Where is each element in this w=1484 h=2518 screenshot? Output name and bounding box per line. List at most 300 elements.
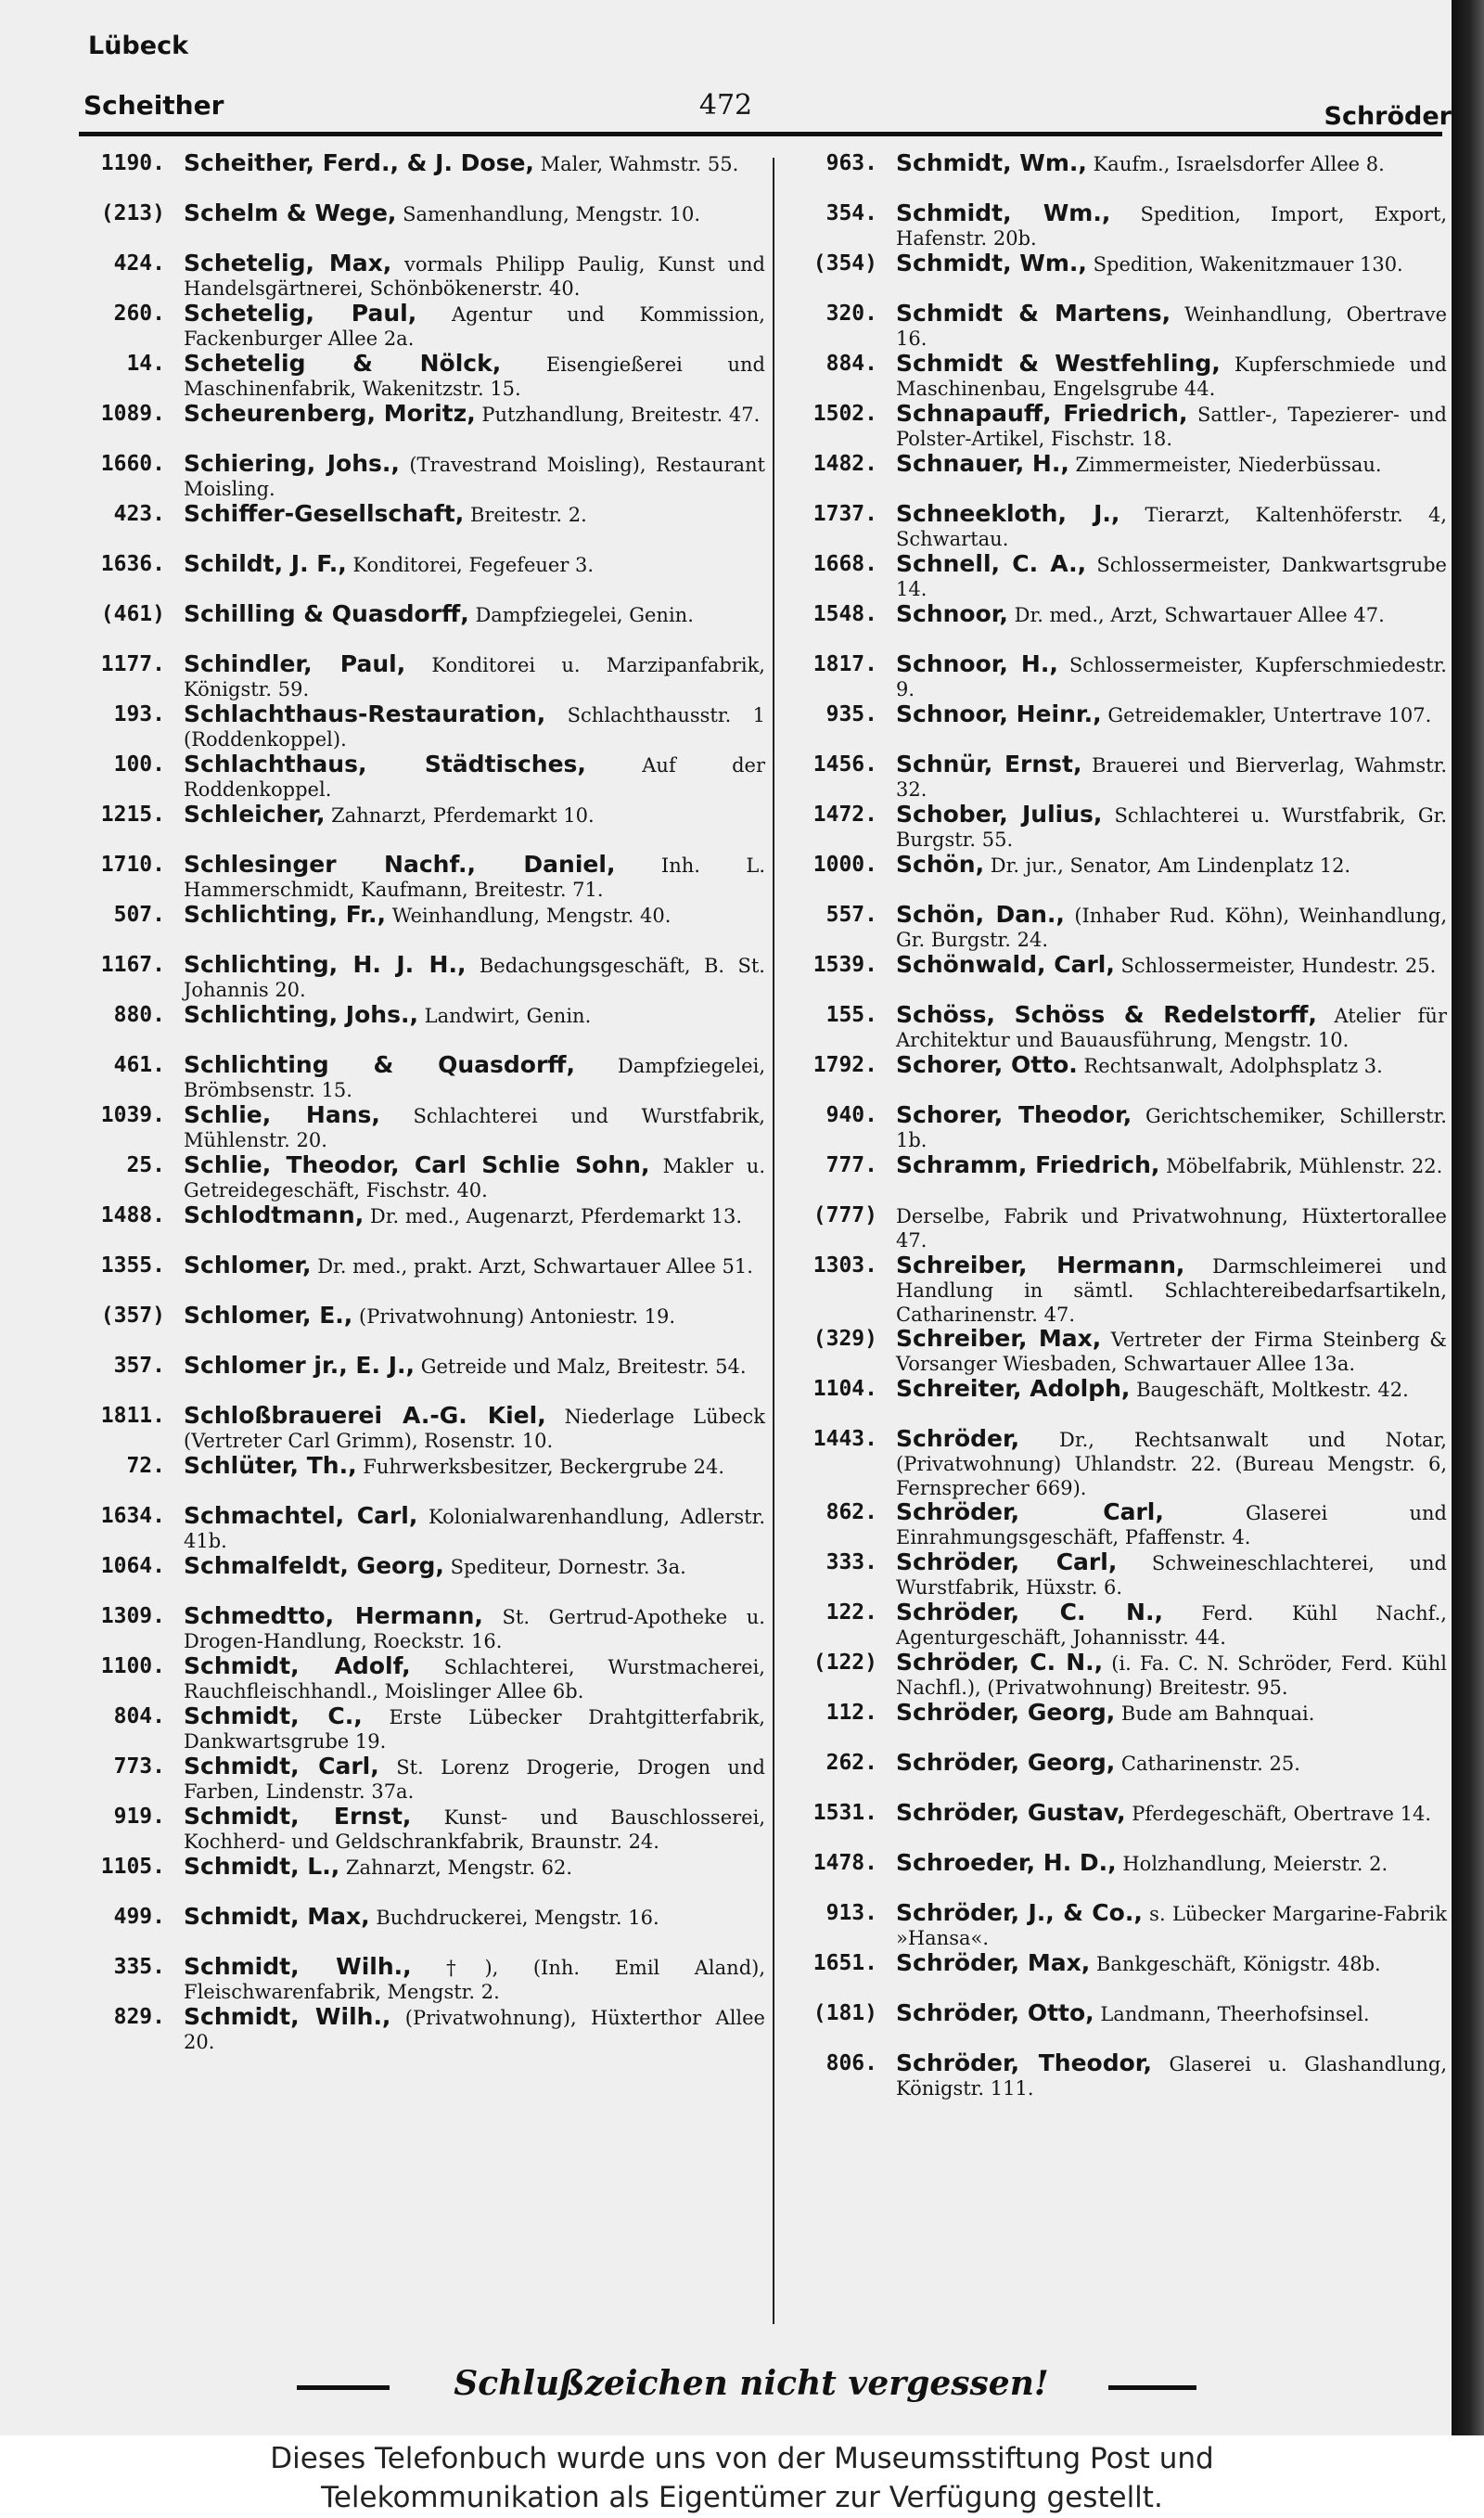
directory-entry	[787, 352, 1447, 402]
footer-rule-right	[1108, 2385, 1196, 2390]
subscriber-details: Glaserei u. Glashandlung, Königstr. 111.	[896, 2053, 1447, 2100]
city-header: Lübeck	[88, 32, 189, 60]
directory-entry	[787, 1377, 1447, 1427]
directory-entry	[74, 1103, 765, 1153]
subscriber-details: Catharinenstr. 25.	[1120, 1753, 1300, 1775]
directory-entry	[787, 803, 1447, 853]
subscriber-name: Schreiber, Max,	[896, 1325, 1102, 1352]
directory-entry	[787, 702, 1447, 752]
subscriber-details: Schweineschlachterei, und Wurstfabrik, Hüxstr. 6.	[896, 1552, 1447, 1599]
phone-number: 829.	[113, 2005, 165, 2029]
phone-number: 1000.	[812, 853, 877, 877]
phone-number: 193.	[113, 702, 165, 726]
phone-number: 335.	[113, 1955, 165, 1979]
directory-entry	[787, 1751, 1447, 1801]
entry-body	[896, 1851, 1447, 1901]
phone-number: 1064.	[100, 1554, 165, 1578]
phone-number: 1472.	[812, 803, 877, 827]
directory-entry	[787, 1327, 1447, 1377]
subscriber-name: Schlüter, Th.,	[184, 1452, 357, 1479]
entry-body	[184, 402, 765, 452]
phone-number: 1634.	[100, 1504, 165, 1528]
subscriber-details: Dr. med., Augenarzt, Pferdemarkt 13.	[369, 1205, 743, 1227]
phone-number: 100.	[113, 752, 165, 777]
directory-entry	[787, 151, 1447, 201]
subscriber-name: Schnoor, H.,	[896, 650, 1058, 677]
entry-body	[184, 502, 765, 552]
entry-body	[184, 1153, 765, 1203]
phone-number: 1651.	[812, 1951, 877, 1975]
phone-number: 777.	[825, 1153, 877, 1177]
entry-body	[896, 2001, 1447, 2051]
directory-entry	[787, 452, 1447, 502]
directory-entry	[74, 1203, 765, 1253]
subscriber-name: Schlie, Hans,	[184, 1101, 380, 1128]
directory-entry	[787, 502, 1447, 552]
entry-body	[184, 1103, 765, 1153]
phone-number: (213)	[100, 201, 165, 225]
directory-entry	[74, 1754, 765, 1805]
subscriber-details: Breitestr. 2.	[469, 504, 587, 526]
phone-number: 1177.	[100, 652, 165, 676]
phone-number: 260.	[113, 302, 165, 326]
phone-number: 1104.	[812, 1377, 877, 1401]
subscriber-name: Schlomer, E.,	[184, 1302, 353, 1329]
subscriber-name: Schmidt & Westfehling,	[896, 350, 1221, 377]
subscriber-name: Schmidt, Max,	[184, 1903, 370, 1930]
subscriber-name: Schlachthaus-Restauration,	[184, 700, 546, 727]
phone-number: 1190.	[100, 151, 165, 175]
subscriber-details: St. Gertrud-Apotheke u. Drogen-Handlung, Roeckstr. 16.	[184, 1606, 765, 1652]
phone-number: 423.	[113, 502, 165, 526]
entry-body	[184, 1304, 765, 1354]
entry-body	[896, 602, 1447, 652]
subscriber-details: Eisengießerei und Maschinenfabrik, Wakenitzstr. 15.	[184, 353, 765, 400]
subscriber-details: Bude am Bahnquai.	[1120, 1702, 1315, 1725]
subscriber-name: Schober, Julius,	[896, 801, 1103, 828]
phone-number: 1355.	[100, 1253, 165, 1278]
directory-entry	[787, 903, 1447, 953]
phone-number: 884.	[825, 352, 877, 376]
subscriber-name: Schmidt, Adolf,	[184, 1652, 411, 1679]
subscriber-details: Kupferschmiede und Maschinenbau, Engelsgrube 44.	[896, 353, 1447, 400]
entry-body	[184, 1704, 765, 1754]
subscriber-name: Schreiter, Adolph,	[896, 1375, 1131, 1402]
entry-body	[896, 502, 1447, 552]
phone-number: 1531.	[812, 1801, 877, 1825]
subscriber-name: Schmidt, Carl,	[184, 1753, 379, 1779]
entry-body	[184, 1003, 765, 1053]
directory-entry	[74, 1554, 765, 1604]
right-column	[787, 151, 1447, 2101]
directory-entry	[74, 402, 765, 452]
subscriber-name: Schmidt, Wilh.,	[184, 2003, 391, 2030]
subscriber-name: Schmidt, Wm.,	[896, 250, 1087, 276]
phone-number: 913.	[825, 1901, 877, 1925]
entry-body	[184, 903, 765, 953]
directory-entry	[787, 1901, 1447, 1951]
subscriber-name: Schnell, C. A.,	[896, 550, 1087, 577]
subscriber-details: Sattler-, Tapezierer- und Polster-Artikel, Fischstr. 18.	[896, 404, 1447, 450]
entry-body	[184, 1554, 765, 1604]
subscriber-details: Zahnarzt, Mengstr. 62.	[345, 1856, 573, 1879]
subscriber-details: Samenhandlung, Mengstr. 10.	[403, 203, 701, 225]
entry-body	[896, 1103, 1447, 1153]
directory-entry	[74, 1053, 765, 1103]
subscriber-name: Schröder, Georg,	[896, 1699, 1116, 1726]
directory-entry	[74, 1805, 765, 1855]
directory-entry	[74, 1504, 765, 1554]
entry-body	[184, 1754, 765, 1805]
subscriber-name: Scheteliɡ, Max,	[184, 250, 392, 276]
subscriber-details: Schlachterei, Wurstmacherei, Rauchfleischhandl., Moislinger Allee 6b.	[184, 1656, 765, 1702]
subscriber-name: Schorer, Otto.	[896, 1051, 1078, 1078]
subscriber-name: Schröder, C. N.,	[896, 1649, 1104, 1676]
phone-number: 1792.	[812, 1053, 877, 1077]
directory-entry	[74, 452, 765, 502]
page-number: 472	[698, 89, 753, 122]
entry-body	[896, 903, 1447, 953]
subscriber-details: (Inhaber Rud. Köhn), Weinhandlung, Gr. Burgstr. 24.	[896, 905, 1447, 951]
phone-number: 461.	[113, 1053, 165, 1077]
subscriber-name: Schlodtmann,	[184, 1201, 365, 1228]
directory-entry	[74, 1003, 765, 1053]
left-column	[74, 151, 765, 2055]
phone-number: 1482.	[812, 452, 877, 476]
subscriber-details: Dampfziegelei, Genin.	[475, 604, 694, 626]
entry-body	[184, 1855, 765, 1905]
subscriber-details: Dr. jur., Senator, Am Lindenplatz 12.	[990, 854, 1351, 877]
subscriber-name: Schmidt, C.,	[184, 1702, 363, 1729]
subscriber-details: Darmschleimerei und Handlung in sämtl. Schlachtereibedarfsartikeln, Catharinenstr. 47.	[896, 1255, 1447, 1326]
entry-body	[184, 552, 765, 602]
subscriber-details: Spedition, Import, Export, Hafenstr. 20b.	[896, 203, 1447, 250]
column-separator	[773, 158, 774, 2324]
left-catchword: Scheither	[83, 90, 224, 121]
phone-number: 1167.	[100, 953, 165, 977]
phone-number: 1309.	[100, 1604, 165, 1628]
subscriber-name: Schreiber, Hermann,	[896, 1252, 1185, 1278]
entry-body	[896, 953, 1447, 1003]
subscriber-name: Schröder, Carl,	[896, 1548, 1118, 1575]
phone-number: 963.	[825, 151, 877, 175]
directory-entry	[787, 1851, 1447, 1901]
subscriber-details: Landmann, Theerhofsinsel.	[1100, 2003, 1370, 2025]
directory-entry	[787, 1651, 1447, 1701]
entry-body	[896, 1751, 1447, 1801]
subscriber-name: Schmidt, L.,	[184, 1853, 340, 1880]
directory-entry	[74, 1454, 765, 1504]
entry-body	[896, 201, 1447, 251]
phone-number: 1710.	[100, 853, 165, 877]
phone-number: 880.	[113, 1003, 165, 1027]
directory-entry	[74, 953, 765, 1003]
subscriber-name: Schönwald, Carl,	[896, 951, 1115, 978]
phone-number: (777)	[812, 1203, 877, 1227]
subscriber-name: Schroeder, H. D.,	[896, 1849, 1117, 1876]
phone-number: 557.	[825, 903, 877, 927]
subscriber-name: Schröder, Theodor,	[896, 2049, 1152, 2076]
entry-body	[896, 402, 1447, 452]
directory-entry	[787, 251, 1447, 302]
subscriber-name: Schröder, Max,	[896, 1949, 1091, 1976]
subscriber-name: Schröder, Georg,	[896, 1749, 1116, 1776]
phone-number: 155.	[825, 1003, 877, 1027]
subscriber-name: Schlesinger Nachf., Daniel,	[184, 851, 616, 878]
subscriber-name: Schön,	[896, 851, 985, 878]
subscriber-details: Erste Lübecker Drahtgitterfabrik, Dankwartsgrube 19.	[184, 1706, 765, 1753]
subscriber-details: (Privatwohnung) Antoniestr. 19.	[359, 1305, 676, 1328]
entry-body	[184, 452, 765, 502]
entry-body	[184, 1805, 765, 1855]
directory-entry	[74, 151, 765, 201]
phone-number: 1737.	[812, 502, 877, 526]
subscriber-details: Niederlage Lübeck (Vertreter Carl Grimm), Rosenstr. 10.	[184, 1406, 765, 1452]
subscriber-name: Schlichting, Fr.,	[184, 901, 387, 928]
directory-entry	[787, 1203, 1447, 1253]
phone-number: 862.	[825, 1500, 877, 1524]
subscriber-details: Spediteur, Dornestr. 3a.	[450, 1556, 686, 1578]
phone-number: 1456.	[812, 752, 877, 777]
directory-entry	[787, 1427, 1447, 1500]
directory-entry	[787, 402, 1447, 452]
entry-body	[184, 702, 765, 752]
subscriber-name: Schnapauff, Friedrich,	[896, 400, 1188, 427]
subscriber-name: Schnauer, H.,	[896, 450, 1069, 477]
subscriber-name: Schmidt & Martens,	[896, 300, 1171, 327]
subscriber-name: Schlichting, H. J. H.,	[184, 951, 467, 978]
entry-body	[184, 853, 765, 903]
entry-body	[184, 1203, 765, 1253]
entry-body	[896, 752, 1447, 803]
phone-number: 354.	[825, 201, 877, 225]
subscriber-details: Weinhandlung, Obertrave 16.	[896, 303, 1447, 350]
phone-number: 25.	[126, 1153, 165, 1177]
entry-body	[184, 302, 765, 352]
directory-entry	[74, 302, 765, 352]
subscriber-details: Atelier für Architektur und Bauausführung, Mengstr. 10.	[896, 1005, 1447, 1051]
directory-entry	[74, 552, 765, 602]
phone-number: 919.	[113, 1805, 165, 1829]
entry-body	[184, 2005, 765, 2055]
subscriber-details: Zahnarzt, Pferdemarkt 10.	[331, 804, 595, 827]
subscriber-name: Schlichting, Johs.,	[184, 1001, 418, 1028]
entry-body	[896, 1003, 1447, 1053]
directory-entry	[74, 853, 765, 903]
phone-number: 940.	[825, 1103, 877, 1127]
subscriber-name: Schramm, Friedrich,	[896, 1151, 1160, 1178]
subscriber-name: Schröder, C. N.,	[896, 1599, 1163, 1625]
phone-number: (357)	[100, 1304, 165, 1328]
entry-body	[184, 201, 765, 251]
phone-number: 1660.	[100, 452, 165, 476]
subscriber-details: Schlachterei und Wurstfabrik, Mühlenstr. 20.	[184, 1105, 765, 1151]
subscriber-details: Möbelfabrik, Mühlenstr. 22.	[1166, 1155, 1443, 1177]
phone-number: 1478.	[812, 1851, 877, 1875]
directory-entry	[787, 1103, 1447, 1153]
footer-rule-left	[297, 2385, 390, 2390]
phone-number: 357.	[113, 1354, 165, 1378]
subscriber-name: Schmalfeldt, Georg,	[184, 1552, 444, 1579]
entry-body	[896, 1427, 1447, 1500]
entry-body	[896, 452, 1447, 502]
subscriber-details: (i. Fa. C. N. Schröder, Ferd. Kühl Nachfl.), (Privatwohnung) Breitestr. 95.	[896, 1652, 1447, 1699]
phone-number: 1502.	[812, 402, 877, 426]
phone-number: 1039.	[100, 1103, 165, 1127]
phone-number: 320.	[825, 302, 877, 326]
directory-entry	[74, 602, 765, 652]
entry-body	[184, 1654, 765, 1704]
phone-number: 1817.	[812, 652, 877, 676]
book-spine	[1452, 0, 1484, 2435]
entry-body	[896, 1600, 1447, 1651]
subscriber-details: Maler, Wahmstr. 55.	[540, 153, 739, 175]
subscriber-name: Schindler, Paul,	[184, 650, 406, 677]
subscriber-name: Schetelig & Nölck,	[184, 350, 502, 377]
subscriber-details: Ferd. Kühl Nachf., Agenturgeschäft, Johannisstr. 44.	[896, 1602, 1447, 1649]
subscriber-details: Tierarzt, Kaltenhöferstr. 4, Schwartau.	[896, 504, 1447, 550]
subscriber-details: Dr. med., prakt. Arzt, Schwartauer Allee 51.	[317, 1255, 753, 1278]
entry-body	[896, 552, 1447, 602]
directory-entry	[787, 201, 1447, 251]
phone-number: 1089.	[100, 402, 165, 426]
phone-number: 1303.	[812, 1253, 877, 1278]
directory-entry	[74, 1354, 765, 1404]
phone-number: 1215.	[100, 803, 165, 827]
subscriber-details: Konditorei, Fegefeuer 3.	[352, 554, 595, 576]
phone-number: 333.	[825, 1550, 877, 1574]
subscriber-details: Schlachthausstr. 1 (Roddenkoppel).	[184, 704, 765, 751]
entry-body	[184, 752, 765, 803]
directory-entry	[74, 1153, 765, 1203]
subscriber-details: (Privatwohnung), Hüxterthor Allee 20.	[184, 2007, 765, 2053]
directory-entry	[74, 1654, 765, 1704]
subscriber-name: Schleicher,	[184, 801, 326, 828]
phone-number: 1539.	[812, 953, 877, 977]
directory-entry	[74, 251, 765, 302]
subscriber-name: Schmidt, Wm.,	[896, 149, 1087, 176]
directory-entry	[74, 502, 765, 552]
credit-line-2: Telekommunikation als Eigentümer zur Verfügung gestellt.	[321, 2481, 1163, 2514]
directory-entry	[74, 803, 765, 853]
entry-body	[184, 352, 765, 402]
entry-body	[896, 1253, 1447, 1327]
subscriber-name: Schlichting & Quasdorff,	[184, 1051, 576, 1078]
subscriber-details: Kolonialwarenhandlung, Adlerstr. 41b.	[184, 1506, 766, 1552]
directory-entry	[787, 1801, 1447, 1851]
subscriber-details: †), (Inh. Emil Aland), Fleischwarenfabrik, Mengstr. 2.	[184, 1957, 765, 2003]
subscriber-details: Kunst- und Bauschlosserei, Kochherd- und Geldschrankfabrik, Braunstr. 24.	[184, 1806, 765, 1853]
directory-entry	[787, 1153, 1447, 1203]
directory-entry	[787, 1053, 1447, 1103]
phone-number: 1636.	[100, 552, 165, 576]
entry-body	[896, 1500, 1447, 1550]
phone-number: (181)	[812, 2001, 877, 2025]
entry-body	[896, 1701, 1447, 1751]
subscriber-name: Schnoor, Heinr.,	[896, 700, 1102, 727]
directory-entry	[787, 853, 1447, 903]
directory-entry	[74, 2005, 765, 2055]
entry-body	[896, 251, 1447, 302]
directory-entry	[74, 1855, 765, 1905]
directory-entry	[74, 652, 765, 702]
directory-entry	[787, 552, 1447, 602]
subscriber-name: Schneekloth, J.,	[896, 500, 1120, 527]
directory-entry	[787, 2001, 1447, 2051]
subscriber-details: Spedition, Wakenitzmauer 130.	[1093, 253, 1403, 276]
entry-body	[896, 1651, 1447, 1701]
subscriber-details: Zimmermeister, Niederbüssau.	[1075, 454, 1382, 476]
directory-entry	[787, 652, 1447, 702]
subscriber-details: Dr. med., Arzt, Schwartauer Allee 47.	[1014, 604, 1385, 626]
subscriber-name: Schröder, J., & Co.,	[896, 1899, 1143, 1926]
credit-notice	[0, 2435, 1484, 2518]
subscriber-details: Inh. L. Hammerschmidt, Kaufmann, Breitestr. 71.	[184, 854, 765, 901]
entry-body	[184, 1905, 765, 1955]
phone-number: 935.	[825, 702, 877, 726]
subscriber-name: Schmidt, Ernst,	[184, 1803, 412, 1830]
subscriber-details: St. Lorenz Drogerie, Drogen und Farben, Lindenstr. 37a.	[184, 1756, 766, 1803]
entry-body	[896, 702, 1447, 752]
entry-body	[184, 1404, 765, 1454]
phone-number: (354)	[812, 251, 877, 276]
phone-number: 507.	[113, 903, 165, 927]
directory-entry	[74, 702, 765, 752]
directory-entry	[787, 1550, 1447, 1600]
subscriber-name: Schnür, Ernst,	[896, 751, 1082, 777]
entry-body	[184, 1955, 765, 2005]
entry-body	[184, 652, 765, 702]
subscriber-details: s. Lübecker Margarine-Fabrik »Hansa«.	[896, 1903, 1447, 1949]
subscriber-details: Dampfziegelei, Brömbsenstr. 15.	[184, 1055, 765, 1101]
directory-entry	[74, 1304, 765, 1354]
entry-body	[184, 1454, 765, 1504]
directory-entry	[787, 1003, 1447, 1053]
directory-entry	[787, 1701, 1447, 1751]
subscriber-details: Landwirt, Genin.	[424, 1005, 592, 1027]
entry-body	[896, 1550, 1447, 1600]
phone-number: 1443.	[812, 1427, 877, 1451]
entry-body	[896, 1951, 1447, 2001]
entry-body	[896, 2051, 1447, 2101]
subscriber-details: Getreidemakler, Untertrave 107.	[1107, 704, 1432, 726]
phone-number: 1548.	[812, 602, 877, 626]
phone-number: 1488.	[100, 1203, 165, 1227]
entry-body	[184, 251, 765, 302]
entry-body	[184, 151, 765, 201]
subscriber-details: Brauerei und Bierverlag, Wahmstr. 32.	[896, 754, 1447, 801]
subscriber-details: Rechtsanwalt, Adolphsplatz 3.	[1083, 1055, 1383, 1077]
phone-number: 112.	[825, 1701, 877, 1725]
phone-number: 424.	[113, 251, 165, 276]
entry-body	[896, 1801, 1447, 1851]
entry-body	[184, 1604, 765, 1654]
subscriber-name: Schröder, Otto,	[896, 1999, 1094, 2026]
subscriber-details: Dr., Rechtsanwalt und Notar, (Privatwohnung) Uhlandstr. 22. (Bureau Mengstr. 6, Fernsprecher 669).	[896, 1429, 1447, 1499]
phone-number: 122.	[825, 1600, 877, 1625]
entry-body	[896, 1203, 1447, 1253]
subscriber-details: vormals Philipp Paulig, Kunst und Handelsgärtnerei, Schönbökenerstr. 40.	[184, 253, 765, 300]
subscriber-details: Derselbe, Fabrik und Privatwohnung, Hüxtertorallee 47.	[896, 1205, 1447, 1252]
entry-body	[896, 1901, 1447, 1951]
phone-number: (329)	[812, 1327, 877, 1351]
entry-body	[896, 1053, 1447, 1103]
subscriber-details: Schlossermeister, Kupferschmiedestr. 9.	[896, 654, 1447, 700]
directory-entry	[74, 201, 765, 251]
subscriber-details: Getreide und Malz, Breitestr. 54.	[420, 1355, 747, 1378]
subscriber-details: Kaufm., Israelsdorfer Allee 8.	[1093, 153, 1385, 175]
subscriber-name: Schlie, Theodor, Carl Schlie Sohn,	[184, 1151, 650, 1178]
